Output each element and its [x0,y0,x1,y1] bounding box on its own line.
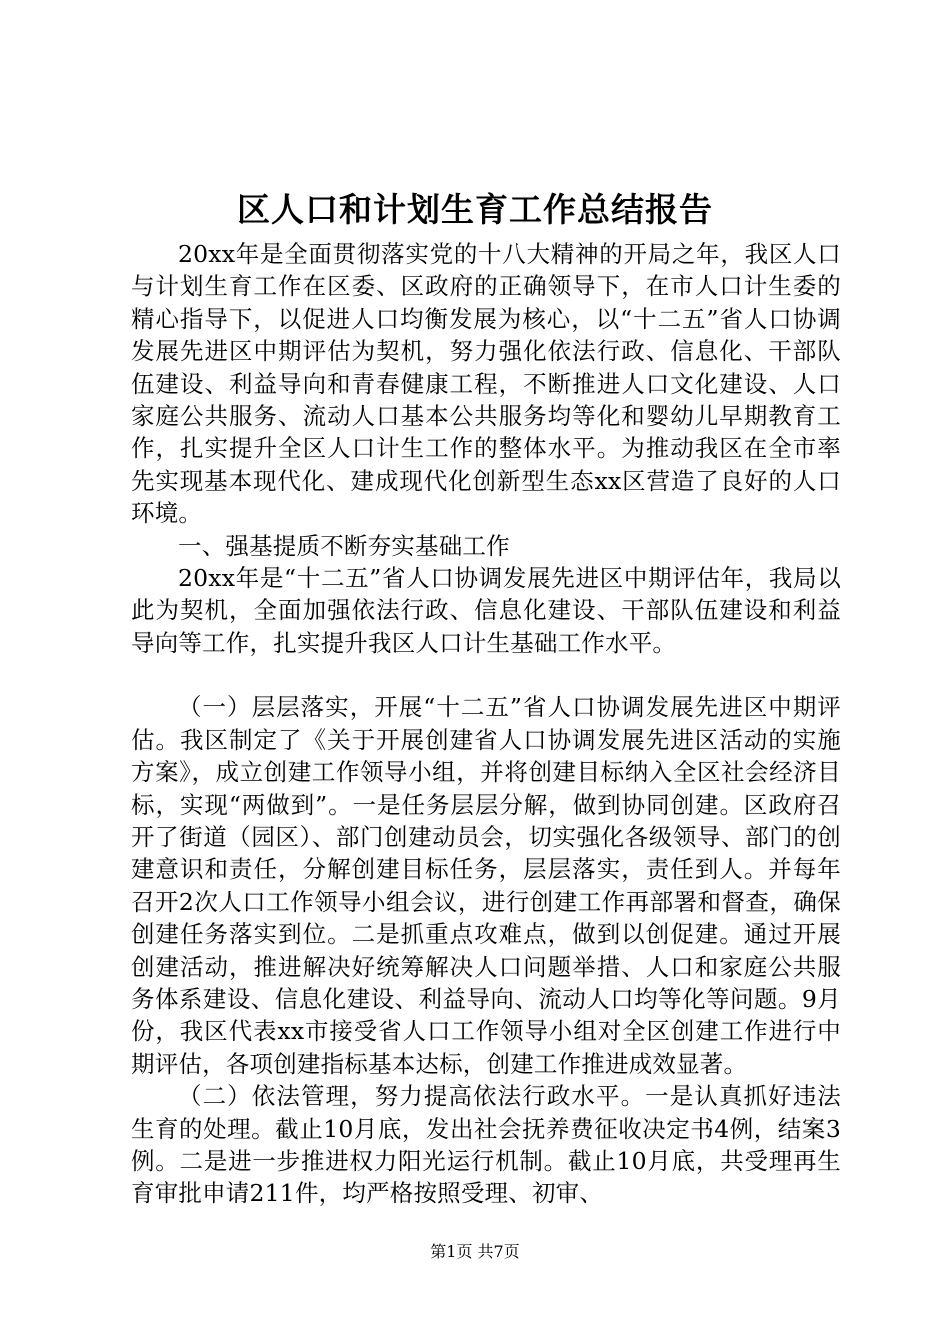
paragraph-subsection-1: （一）层层落实，开展“十二五”省人口协调发展先进区中期评估。我区制定了《关于开展创建省人口协调发展先进区活动的实施方案》，成立创建工作领导小组，并将创建目标纳入全区社会经济目标，实现“两做到”。一是任务层层分解，做到协同创建。区政府召开了街道（园区）、部门创建动员会，切实强化各级领导、部门的创建意识和责任，分解创建目标任务，层层落实，责任到人。并每年召开2次人口工作领导小组会议，进行创建工作再部署和督查，确保创建任务落实到位。二是抓重点攻难点，做到以创促建。通过开展创建活动，推进解决好统筹解决人口问题举措、人口和家庭公共服务体系建设、信息化建设、利益导向、流动人口均等化等问题。9月份，我区代表xx市接受省人口工作领导小组对全区创建工作进行中期评估，各项创建指标基本达标，创建工作推进成效显著。 [131,693,841,1078]
document-title: 区人口和计划生育工作总结报告 [237,190,713,229]
document-body [131,238,841,1210]
paragraph-section-1-intro: 20xx年是“十二五”省人口协调发展先进区中期评估年，我局以此为契机，全面加强依法行政、信息化建设、干部队伍建设和利益导向等工作，扎实提升我区人口计生基础工作水平。 [131,564,841,657]
page-footer: 第1页 共7页 [430,1242,520,1261]
paragraph-intro: 20xx年是全面贯彻落实党的十八大精神的开局之年，我区人口与计划生育工作在区委、区政府的正确领导下，在市人口计生委的精心指导下，以促进人口均衡发展为核心，以“十二五”省人口协调发展先进区中期评估为契机，努力强化依法行政、信息化、干部队伍建设、利益导向和青春健康工程，不断推进人口文化建设、人口家庭公共服务、流动人口基本公共服务均等化和婴幼儿早期教育工作，扎实提升全区人口计生工作的整体水平。为推动我区在全市率先实现基本现代化、建成现代化创新型生态xx区营造了良好的人口环境。 [131,240,841,528]
section-heading-1: 一、强基提质不断夯实基础工作 [178,531,510,560]
paragraph-subsection-2: （二）依法管理，努力提高依法行政水平。一是认真抓好违法生育的处理。截止10月底，发出社会抚养费征收决定书4例，结案3例。二是进一步推进权力阳光运行机制。截止10月底，共受理再生育审批申请211件，均严格按照受理、初审、 [131,1082,841,1208]
